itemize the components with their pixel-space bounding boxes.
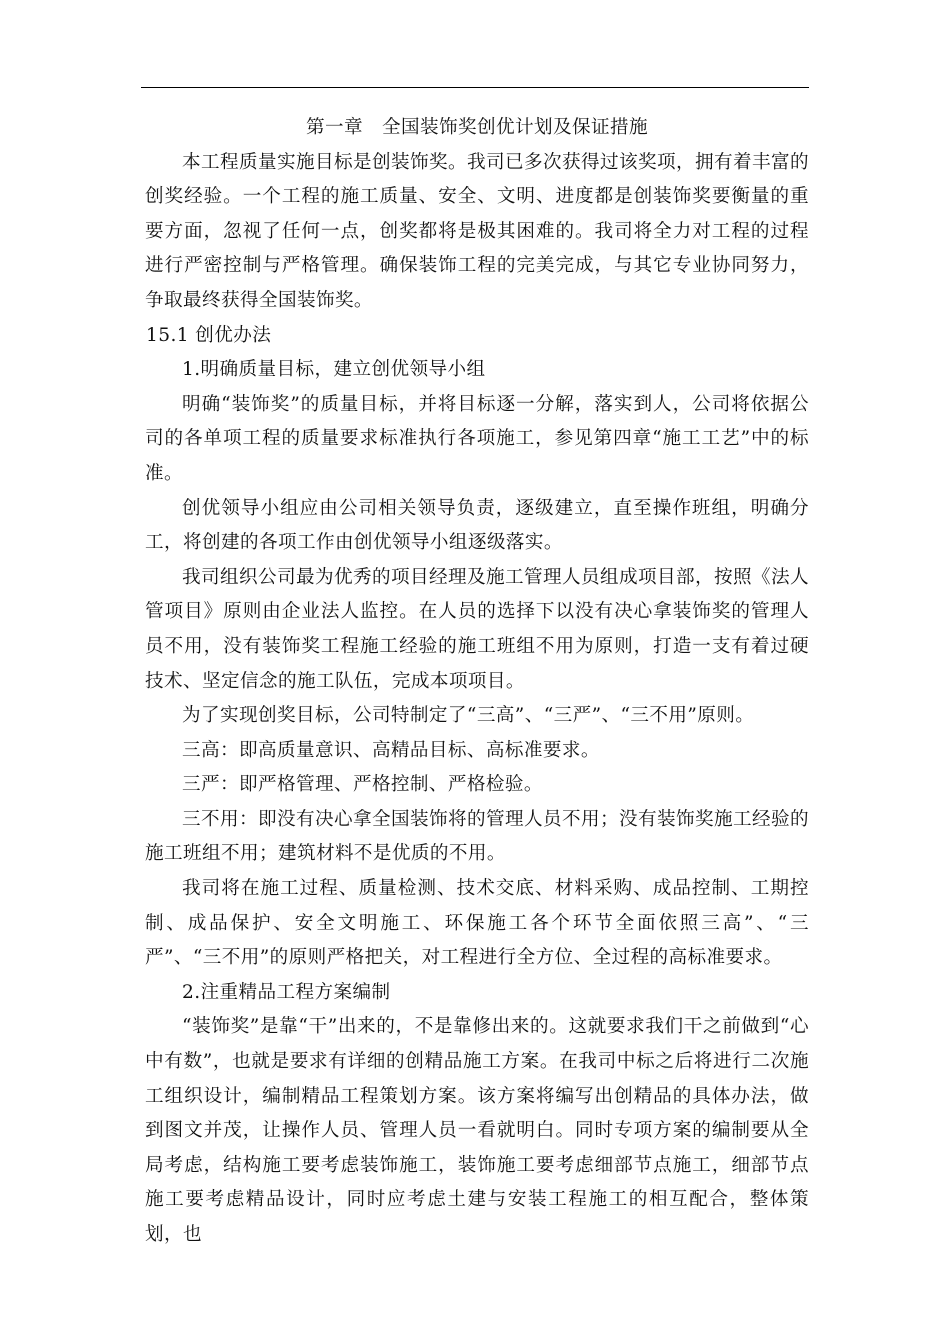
section-heading: 15.1 创优办法 [146,324,272,346]
paragraph-three-not-use: 三不用：即没有决心拿全国装饰将的管理人员不用；没有装饰奖施工经验的施工班组不用；建筑材料不是优质的不用。 [145,808,809,865]
subsection-heading-2: 2.注重精品工程方案编制 [182,981,391,1003]
subsection-heading-1: 1.明确质量目标，建立创优领导小组 [182,359,486,381]
header-rule [141,87,809,88]
paragraph-quality-goal: 明确“装饰奖”的质量目标，并将目标逐一分解，落实到人，公司将依据公司的各单项工程的质量要求标准执行各项施工，参见第四章“施工工艺”中的标准。 [145,393,809,484]
chapter-title: 第一章 全国装饰奖创优计划及保证措施 [306,117,648,138]
paragraph-project-team: 我司组织公司最为优秀的项目经理及施工管理人员组成项目部，按照《法人管项目》原则由企业法人监控。在人员的选择下以没有决心拿装饰奖的管理人员不用，没有装饰奖工程施工经验的施工班组不用为原则，打造一支有着过硬技术、坚定信念的施工队伍，完成本项项目。 [145,566,809,692]
document-body [145,111,809,1253]
paragraph-leadership-group: 创优领导小组应由公司相关领导负责，逐级建立，直至操作班组，明确分工，将创建的各项工作由创优领导小组逐级落实。 [145,497,809,554]
paragraph-three-high: 三高：即高质量意识、高精品目标、高标准要求。 [182,739,600,761]
paragraph-plan-preparation: “装饰奖”是靠“干”出来的，不是靠修出来的。这就要求我们干之前做到“心中有数”，也就是要求有详细的创精品施工方案。在我司中标之后将进行二次施工组织设计，编制精品工程策划方案。该方案将编写出创精品的具体办法，做到图文并茂，让操作人员、管理人员一看就明白。同时专项方案的编制要从全局考虑，结构施工要考虑装饰施工，装饰施工要考虑细部节点施工，细部节点施工要考虑精品设计，同时应考虑土建与安装工程施工的相互配合，整体策划，也 [145,1016,809,1245]
paragraph-three-strict: 三严：即严格管理、严格控制、严格检验。 [182,774,543,796]
paragraph-principles: 为了实现创奖目标，公司特制定了“三高”、“三严”、“三不用”原则。 [182,705,755,727]
paragraph-process-control: 我司将在施工过程、质量检测、技术交底、材料采购、成品控制、工期控制、成品保护、安全文明施工、环保施工各个环节全面依照三高”、“三严”、“三不用”的原则严格把关，对工程进行全方位、全过程的高标准要求。 [145,878,809,969]
intro-paragraph: 本工程质量实施目标是创装饰奖。我司已多次获得过该奖项，拥有着丰富的创奖经验。一个工程的施工质量、安全、文明、进度都是创装饰奖要衡量的重要方面，忽视了任何一点，创奖都将是极其困难的。我司将全力对工程的过程进行严密控制与严格管理。确保装饰工程的完美完成，与其它专业协同努力，争取最终获得全国装饰奖。 [145,151,809,311]
